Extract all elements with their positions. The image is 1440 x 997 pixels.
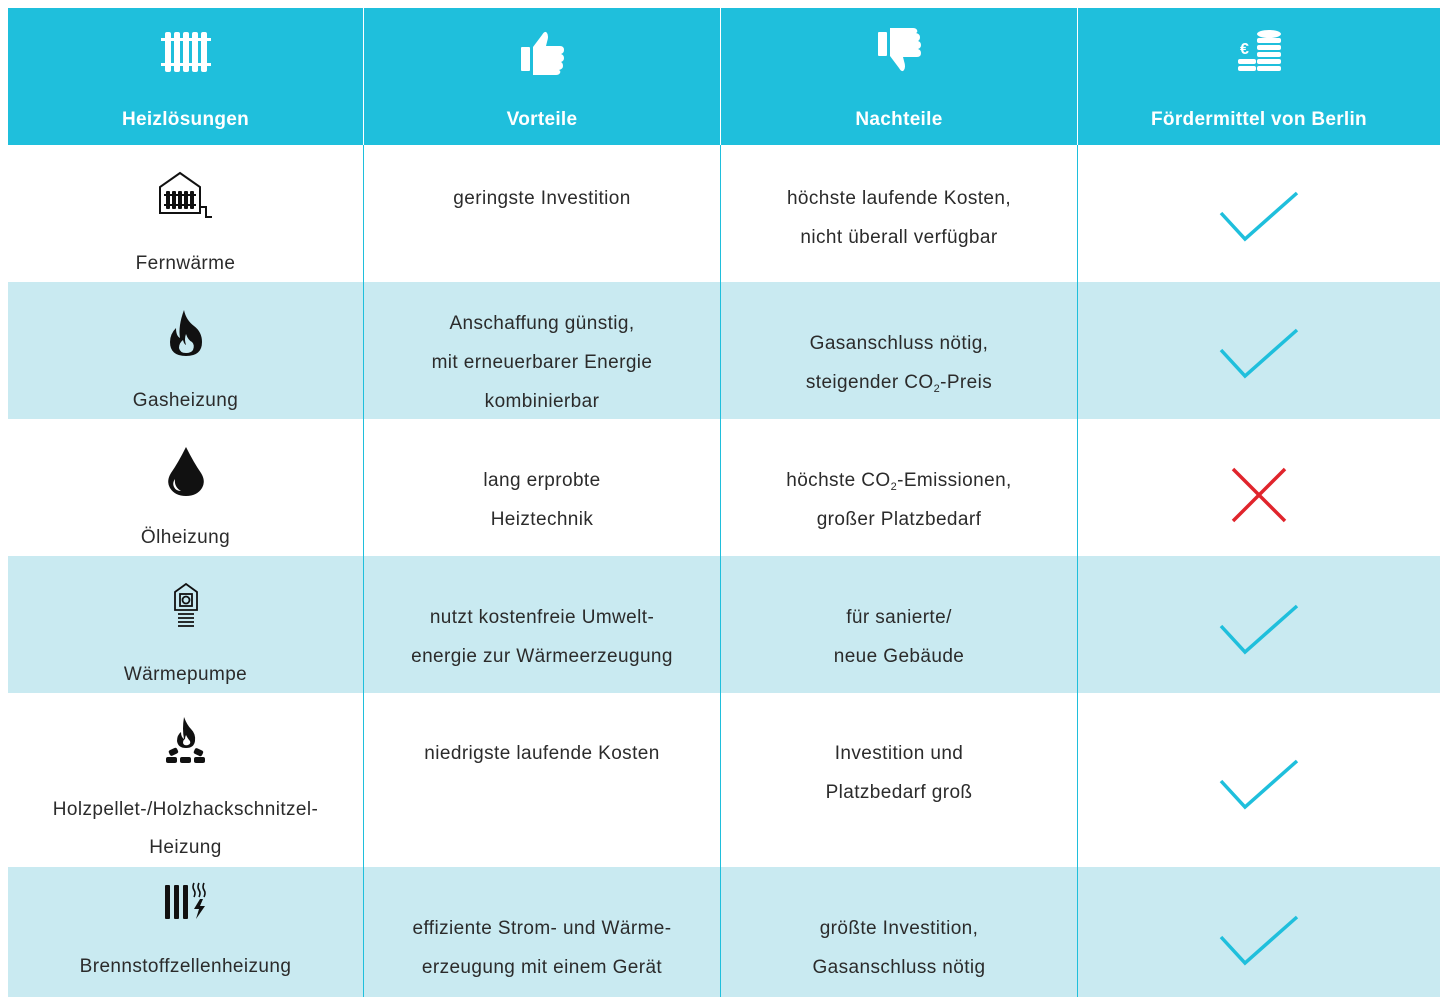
cons-cell	[721, 556, 1078, 693]
header-col-funding	[1078, 8, 1440, 145]
table-row	[8, 282, 1440, 419]
cross-icon	[1229, 465, 1289, 525]
cons-cell	[721, 693, 1078, 867]
heating-solution-name: Holzpellet-/Holzhackschnitzel- Heizung	[52, 799, 319, 858]
euro-coins-icon	[1229, 22, 1289, 82]
pros-text: lang erprobte Heiztechnik	[483, 470, 601, 530]
radiator-icon	[156, 22, 216, 82]
cons-cell	[721, 867, 1078, 997]
header-label: Vorteile	[506, 109, 578, 130]
check-icon	[1217, 757, 1301, 813]
heating-solution-cell	[8, 867, 364, 997]
pros-text: effiziente Strom- und Wärme- erzeugung mit einem Gerät	[412, 918, 672, 978]
funding-cell	[1078, 282, 1440, 419]
cons-text: höchste $CO_2$-Emissionen, großer Platzbedarf	[786, 470, 1012, 530]
pros-text: Anschaffung günstig, mit erneuerbarer Energie kombinierbar	[431, 313, 653, 412]
heat-pump-icon	[171, 582, 201, 632]
heating-comparison-table	[8, 8, 1440, 997]
header-label: Fördermittel von Berlin	[1151, 109, 1367, 130]
check-icon	[1217, 602, 1301, 658]
pros-text: geringste Investition	[453, 188, 631, 209]
heating-solution-cell	[8, 145, 364, 282]
header-col-heating	[8, 8, 364, 145]
cons-text: Investition und Platzbedarf groß	[825, 743, 973, 803]
pros-cell	[364, 867, 721, 997]
check-icon	[1217, 913, 1301, 969]
heating-solution-cell	[8, 556, 364, 693]
heating-solution-name: Brennstoffzellenheizung	[79, 956, 292, 977]
header-label: Nachteile	[855, 109, 943, 130]
table-row	[8, 145, 1440, 282]
header-col-pros	[364, 8, 721, 145]
funding-cell	[1078, 419, 1440, 556]
oil-drop-icon	[164, 445, 208, 497]
table-row	[8, 867, 1440, 997]
heating-solution-name: Ölheizung	[140, 527, 231, 548]
heating-solution-cell	[8, 282, 364, 419]
header-col-cons	[721, 8, 1078, 145]
pros-cell	[364, 556, 721, 693]
check-icon	[1217, 189, 1301, 245]
wood-fire-icon	[163, 715, 209, 765]
pros-cell	[364, 145, 721, 282]
funding-cell	[1078, 867, 1440, 997]
pros-cell	[364, 693, 721, 867]
heating-solution-name: Wärmepumpe	[123, 664, 248, 685]
table-row	[8, 556, 1440, 693]
thumbs-up-icon	[512, 22, 572, 82]
svg-text:€: €	[1240, 41, 1249, 58]
table-row	[8, 693, 1440, 867]
district-heating-icon	[154, 167, 218, 219]
cons-text: Gasanschluss nötig, steigender $CO_2$-Preis	[805, 333, 993, 395]
cons-text: größte Investition, Gasanschluss nötig	[812, 918, 986, 978]
cons-cell	[721, 145, 1078, 282]
header-label: Heizlösungen	[121, 109, 250, 130]
pros-cell	[364, 419, 721, 556]
table-header	[8, 8, 1440, 145]
flame-icon	[164, 308, 208, 358]
heating-solution-name: Fernwärme	[135, 253, 236, 274]
heating-solution-name: Gasheizung	[132, 390, 239, 411]
funding-cell	[1078, 693, 1440, 867]
funding-cell	[1078, 145, 1440, 282]
funding-cell	[1078, 556, 1440, 693]
fuel-cell-icon	[161, 881, 211, 923]
thumbs-down-icon	[869, 22, 929, 82]
pros-text: nutzt kostenfreie Umwelt- energie zur Wärmeerzeugung	[411, 607, 673, 667]
pros-cell	[364, 282, 721, 419]
cons-cell	[721, 282, 1078, 419]
heating-solution-cell	[8, 419, 364, 556]
pros-text: niedrigste laufende Kosten	[424, 743, 660, 764]
table-row	[8, 419, 1440, 556]
check-icon	[1217, 326, 1301, 382]
heating-solution-cell	[8, 693, 364, 867]
cons-text: höchste laufende Kosten, nicht überall verfügbar	[786, 188, 1012, 248]
cons-cell	[721, 419, 1078, 556]
cons-text: für sanierte/ neue Gebäude	[833, 607, 965, 667]
